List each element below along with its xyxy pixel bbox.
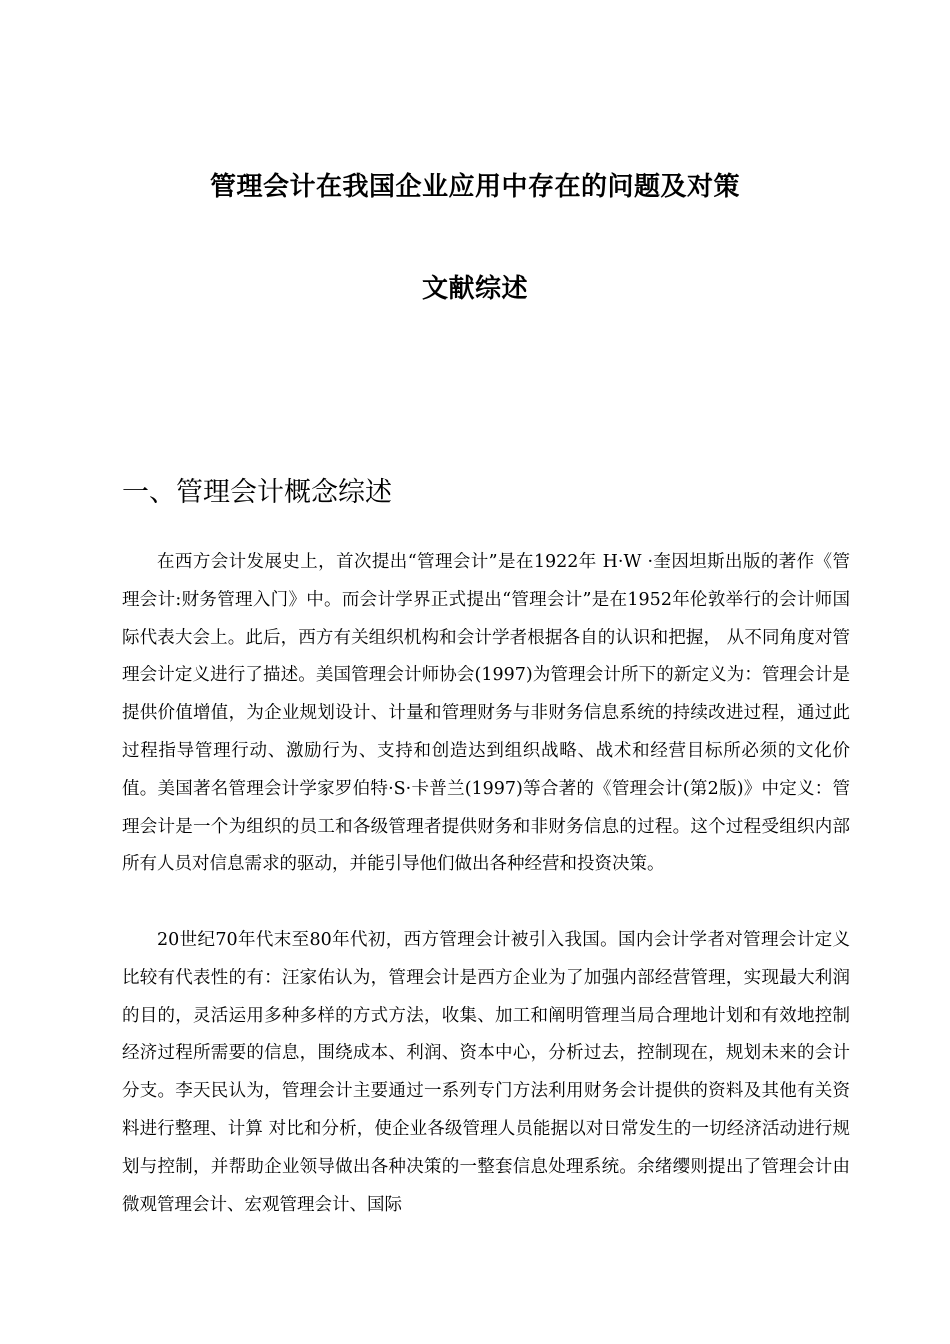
body-paragraph: 20世纪70年代末至80年代初，西方管理会计被引入我国。国内会计学者对管理会计定义比较有代表性的有：汪家佑认为，管理会计是西方企业为了加强内部经营管理，实现最大利润的目的，灵活运用多种多样的方式方法，收集、加工和阐明管理当局合理地计划和有效地控制经济过程所需要的信息，围绕成本、利润、资本中心，分析过去，控制现在，规划未来的会计分支。李天民认为，管理会计主要通过一系列专门方法利用财务会计提供的资料及其他有关资料进行整理、计算 对比和分析，使企业各级管理人员能据以对日常发生的一切经济活动进行规划与控制，并帮助企业领导做出各种决策的一整套信息处理系统。余绪缨则提出了管理会计由微观管理会计、宏观管理会计、国际 [122, 930, 850, 1215]
section-heading: 一、管理会计概念综述 [122, 477, 392, 508]
body-paragraph: 在西方会计发展史上，首次提出“管理会计”是在1922年 H·W ·奎因坦斯出版的著作《管理会计:财务管理入门》中。而会计学界正式提出“管理会计”是在1952年伦敦举行的会计师国际代表大会上。此后，西方有关组织机构和会计学者根据各自的认识和把握， 从不同角度对管理会计定义进行了描述。美国管理会计师协会(1997)为管理会计所下的新定义为：管理会计是提供价值增值，为企业规划设计、计量和管理财务与非财务信息系统的持续改进过程，通过此过程指导管理行动、激励行为、支持和创造达到组织战略、战术和经营目标所必须的文化价值。美国著名管理会计学家罗伯特·S·卡普兰(1997)等合著的《管理会计(第2版)》中定义：管理会计是一个为组织的员工和各级管理者提供财务和非财务信息的过程。这个过程受组织内部所有人员对信息需求的驱动，并能引导他们做出各种经营和投资决策。 [122, 552, 850, 875]
document-subtitle: 文献综述 [421, 274, 528, 304]
document-title: 管理会计在我国企业应用中存在的问题及对策 [209, 172, 740, 202]
